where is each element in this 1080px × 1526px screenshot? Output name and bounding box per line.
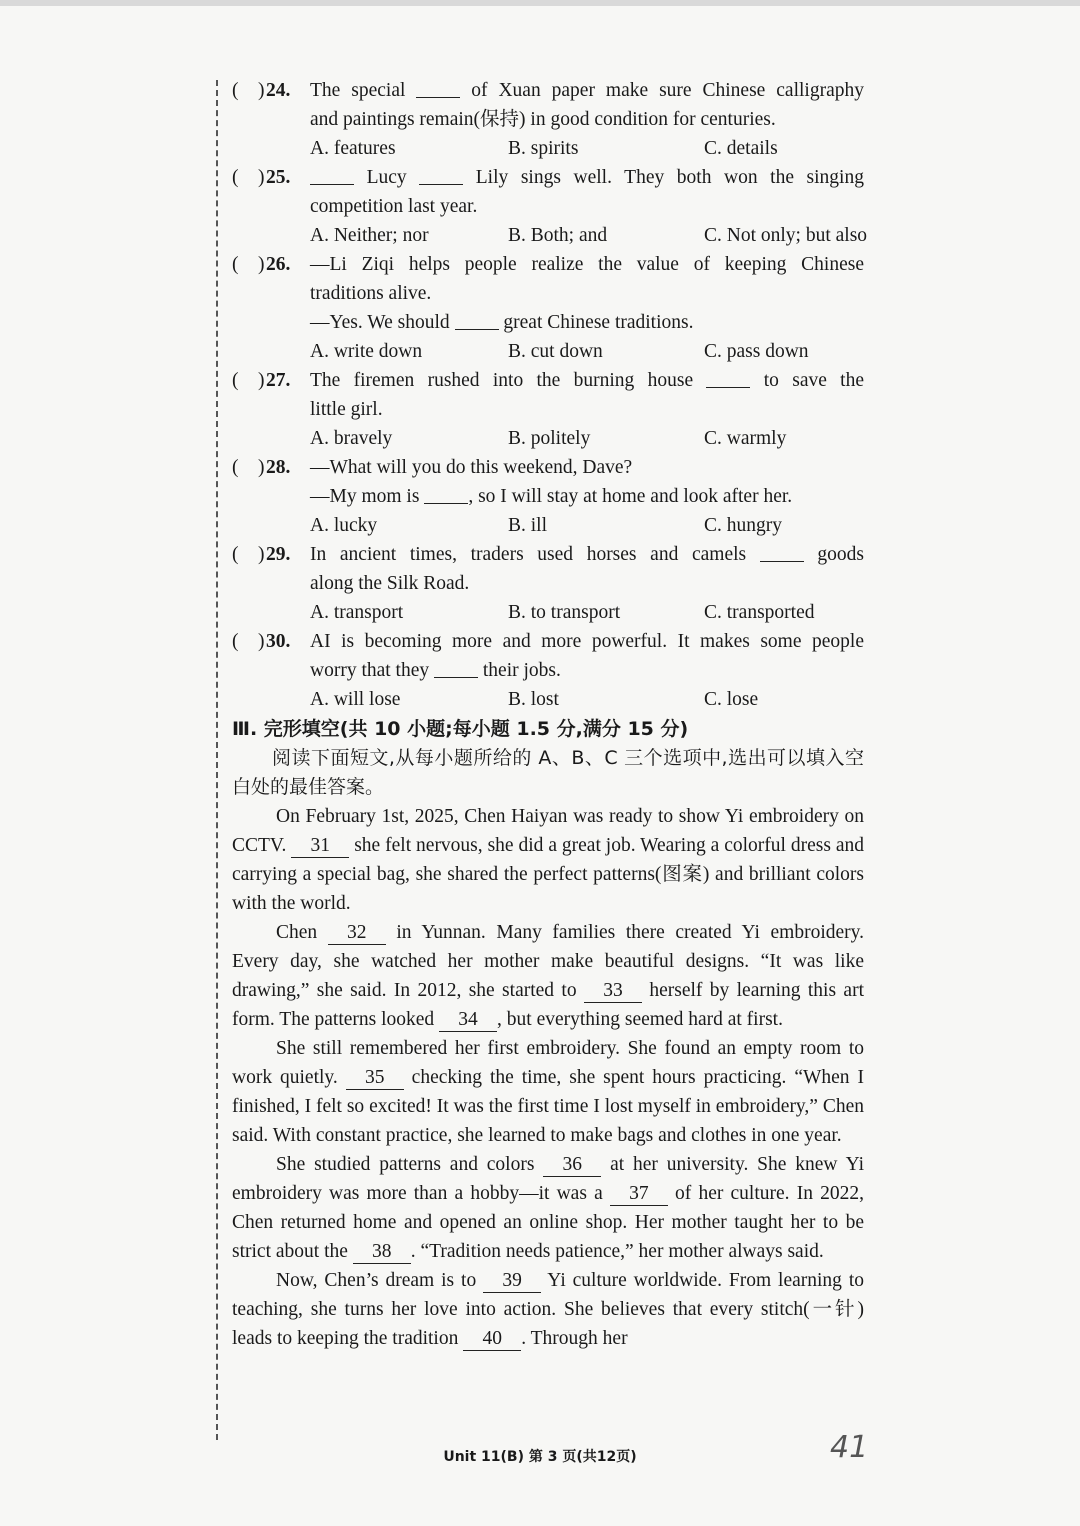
question-text: little girl. xyxy=(310,399,383,420)
cloze-blank[interactable]: 34 xyxy=(439,1009,497,1032)
cut-line xyxy=(216,80,218,1440)
question-number: 26. xyxy=(266,254,291,275)
option-a: A. Neither; nor xyxy=(310,225,429,246)
cloze-blank[interactable]: 31 xyxy=(291,835,349,858)
question-item xyxy=(232,76,864,163)
question-text: —What will you do this weekend, Dave? xyxy=(310,457,633,478)
question-line xyxy=(232,366,864,395)
question-line xyxy=(232,540,864,569)
option-b: B. Both; and xyxy=(508,225,608,246)
cloze-blank[interactable]: 35 xyxy=(346,1067,404,1090)
cloze-blank[interactable]: 38 xyxy=(353,1241,411,1264)
cloze-blank[interactable]: 39 xyxy=(483,1270,541,1293)
section-instruction: 阅读下面短文,从每小题所给的 A、B、C 三个选项中,选出可以填入空白处的最佳答案。 xyxy=(232,747,864,798)
section-title: Ⅲ. 完形填空(共 10 小题;每小题 1.5 分,满分 15 分) xyxy=(232,718,689,740)
answer-blank[interactable] xyxy=(434,657,478,678)
cloze-blank[interactable]: 36 xyxy=(543,1154,601,1177)
option-b: B. to transport xyxy=(508,602,621,623)
options-row xyxy=(232,134,864,163)
question-list xyxy=(232,76,868,714)
question-text: competition last year. xyxy=(310,196,478,217)
answer-bracket[interactable]: ( ) xyxy=(232,80,265,101)
option-c: C. transported xyxy=(704,602,815,623)
question-line xyxy=(232,627,864,656)
question-text: and paintings remain(保持) in good condition for centuries. xyxy=(310,109,776,130)
question-text: In ancient times, traders used horses and camels goods xyxy=(310,540,864,569)
question-line xyxy=(232,569,864,598)
answer-bracket[interactable]: ( ) xyxy=(232,167,265,188)
passage-paragraph: She still remembered her first embroidery. She found an empty room to work quietly. 35 checking the time, she spent hours practicing. “When I finished, I felt so excited! It was the first time I lost myself in embroidery,” Chen said. With constant practice, she learned to make bags and clothes in one year. xyxy=(232,1038,864,1146)
options-row xyxy=(232,511,864,540)
question-line xyxy=(232,279,864,308)
option-a: A. transport xyxy=(310,602,404,623)
question-text: AI is becoming more and more powerful. It makes some people xyxy=(310,631,864,652)
cloze-blank[interactable]: 37 xyxy=(610,1183,668,1206)
question-number: 24. xyxy=(266,80,291,101)
question-line xyxy=(232,395,864,424)
options-row xyxy=(232,598,864,627)
answer-bracket[interactable]: ( ) xyxy=(232,370,265,391)
question-line xyxy=(232,308,864,337)
answer-bracket[interactable]: ( ) xyxy=(232,631,265,652)
passage-paragraph: Chen 32 in Yunnan. Many families there created Yi embroidery. Every day, she watched her mother make beautiful designs. “It was like drawing,” she said. In 2012, she started to 33 herself by learning this art form. The patterns looked 34 , but everything seemed hard at first. xyxy=(232,922,864,1030)
page-footer: Unit 11(B) 第 3 页(共12页) xyxy=(443,1449,637,1465)
answer-blank[interactable] xyxy=(416,77,460,98)
question-item xyxy=(232,627,864,714)
question-number: 30. xyxy=(266,631,291,652)
answer-blank[interactable] xyxy=(419,164,463,185)
answer-blank[interactable] xyxy=(424,483,468,504)
cloze-passage xyxy=(232,802,864,1353)
option-b: B. politely xyxy=(508,428,591,449)
question-text: Lucy Lily sings well. They both won the singing xyxy=(310,163,864,192)
option-c: C. hungry xyxy=(704,515,782,536)
question-line xyxy=(232,76,864,105)
answer-bracket[interactable]: ( ) xyxy=(232,544,265,565)
options-row xyxy=(232,424,864,453)
option-c: C. Not only; but also xyxy=(704,225,868,246)
cloze-blank[interactable]: 33 xyxy=(584,980,642,1003)
answer-blank[interactable] xyxy=(760,541,804,562)
option-c: C. details xyxy=(704,138,778,159)
option-b: B. spirits xyxy=(508,138,579,159)
question-item xyxy=(232,366,864,453)
answer-blank[interactable] xyxy=(310,164,354,185)
question-text: —My mom is , so I will stay at home and look after her. xyxy=(310,482,864,511)
option-a: A. will lose xyxy=(310,689,401,710)
question-item xyxy=(232,540,864,627)
passage-paragraph: Now, Chen’s dream is to 39 Yi culture worldwide. From learning to teaching, she turns her love into action. She believes that every stitch(一针) leads to keeping the tradition 40 . Through her xyxy=(232,1270,864,1349)
question-text: The firemen rushed into the burning house to save the xyxy=(310,366,864,395)
options-row xyxy=(232,685,864,714)
question-number: 28. xyxy=(266,457,291,478)
cloze-blank[interactable]: 32 xyxy=(328,922,386,945)
option-a: A. lucky xyxy=(310,515,378,536)
options-row xyxy=(232,221,868,250)
question-number: 29. xyxy=(266,544,291,565)
option-b: B. cut down xyxy=(508,341,603,362)
option-c: C. lose xyxy=(704,689,759,710)
cloze-blank[interactable]: 40 xyxy=(463,1328,521,1351)
top-border xyxy=(0,0,1080,6)
page-number: 41 xyxy=(830,1430,869,1465)
worksheet-content xyxy=(232,76,868,1353)
question-line xyxy=(232,105,864,134)
question-line xyxy=(232,192,864,221)
option-a: A. features xyxy=(310,138,396,159)
answer-bracket[interactable]: ( ) xyxy=(232,254,265,275)
question-line xyxy=(232,453,864,482)
question-line xyxy=(232,250,864,279)
question-line xyxy=(232,163,864,192)
question-number: 25. xyxy=(266,167,291,188)
answer-blank[interactable] xyxy=(455,309,499,330)
question-line xyxy=(232,656,864,685)
question-text: along the Silk Road. xyxy=(310,573,470,594)
option-a: A. write down xyxy=(310,341,423,362)
question-item xyxy=(232,163,868,250)
option-b: B. ill xyxy=(508,515,548,536)
option-c: C. pass down xyxy=(704,341,809,362)
option-a: A. bravely xyxy=(310,428,393,449)
answer-bracket[interactable]: ( ) xyxy=(232,457,265,478)
question-text: worry that they their jobs. xyxy=(310,656,864,685)
question-item xyxy=(232,453,864,540)
option-b: B. lost xyxy=(508,689,559,710)
answer-blank[interactable] xyxy=(706,367,750,388)
question-number: 27. xyxy=(266,370,291,391)
question-item xyxy=(232,250,864,366)
question-line xyxy=(232,482,864,511)
options-row xyxy=(232,337,864,366)
passage-paragraph: She studied patterns and colors 36 at her university. She knew Yi embroidery was more than a hobby—it was a 37 of her culture. In 2022, Chen returned home and opened an online shop. Her mother taught her to be strict about the 38 . “Tradition needs patience,” her mother always said. xyxy=(232,1154,864,1262)
question-text: traditions alive. xyxy=(310,283,432,304)
question-text: —Li Ziqi helps people realize the value of keeping Chinese xyxy=(310,254,864,275)
passage-paragraph: On February 1st, 2025, Chen Haiyan was ready to show Yi embroidery on CCTV. 31 she felt nervous, she did a great job. Wearing a colorful dress and carrying a special bag, she shared the perfect patterns(图案) and brilliant colors with the world. xyxy=(232,806,864,914)
question-text: The special of Xuan paper make sure Chinese calligraphy xyxy=(310,76,864,105)
option-c: C. warmly xyxy=(704,428,787,449)
question-text: —Yes. We should great Chinese traditions. xyxy=(310,308,864,337)
